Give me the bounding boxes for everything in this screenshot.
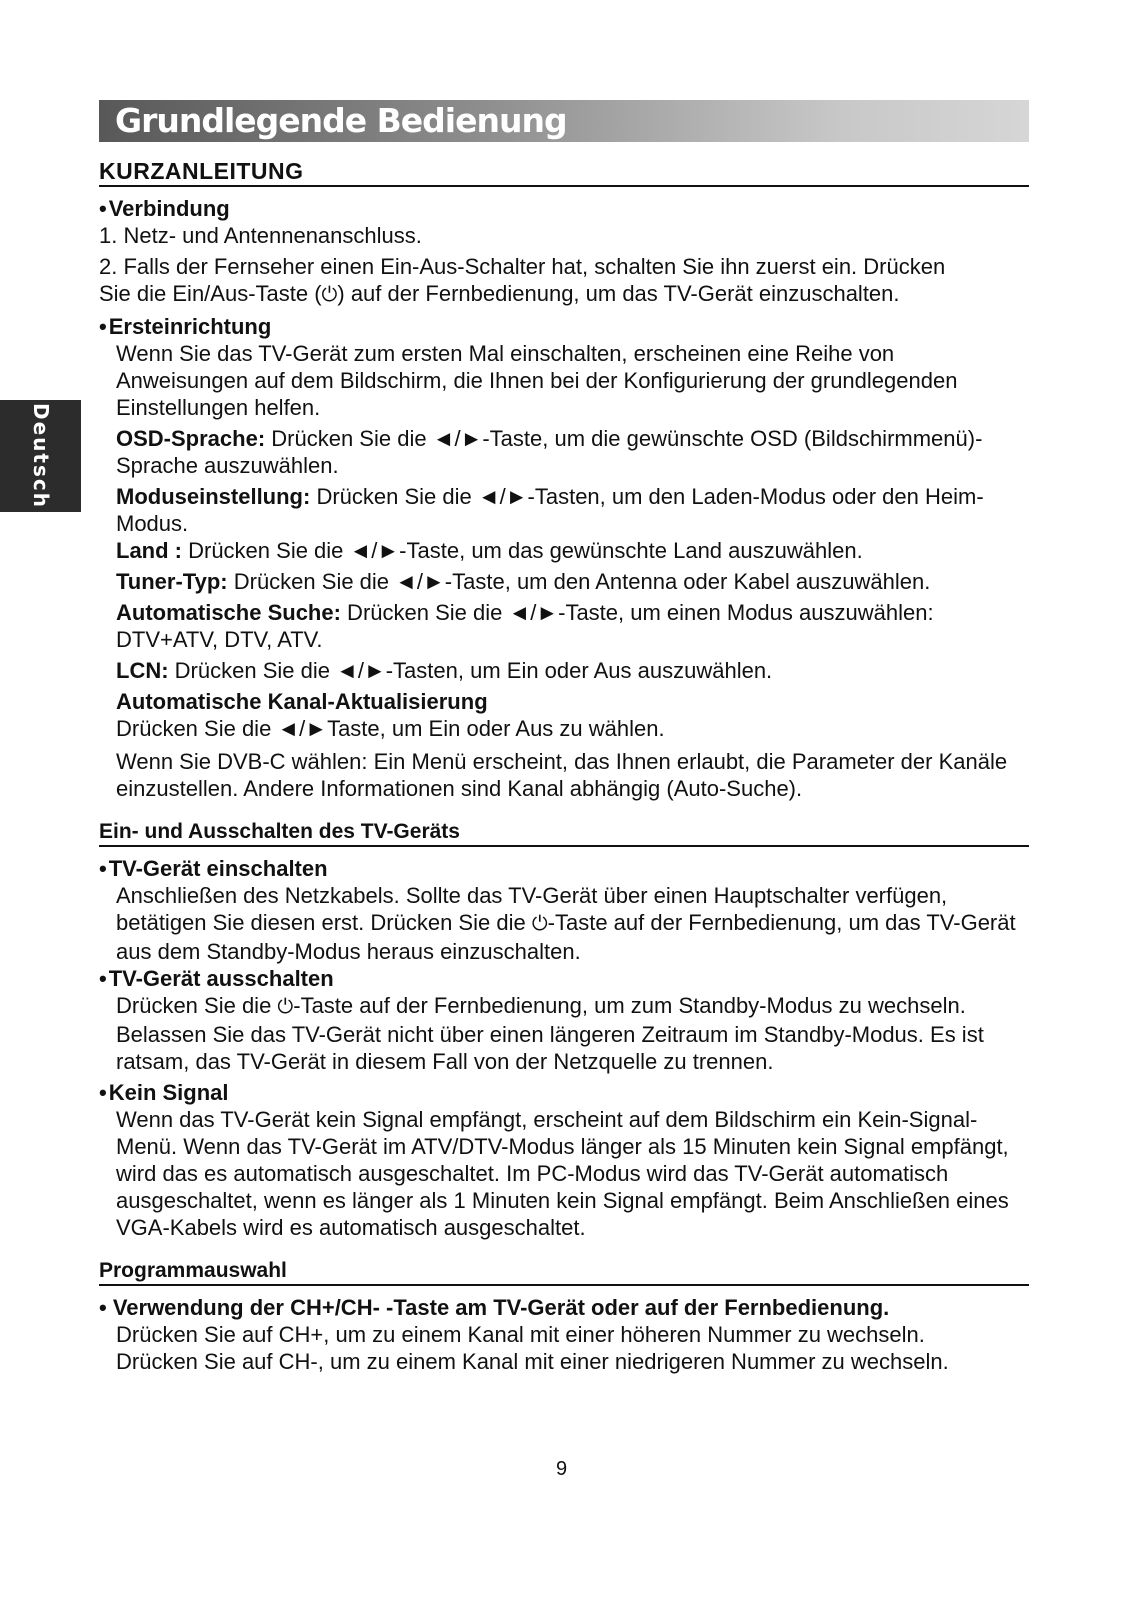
setting-text: Drücken Sie die ◄/►-Taste, um das gewünschte Land auszuwählen. bbox=[182, 538, 863, 563]
kein-signal-text: Wenn das TV-Gerät kein Signal empfängt, erscheint auf dem Bildschirm ein Kein-Signal-Menü. Wenn das TV-Gerät im ATV/DTV-Modus länger als 15 Minuten kein Signal empfängt, wird das es automatisch ausgeschaltet. Im PC-Modus wird das TV-Gerät automatisch ausgeschaltet, wenn es länger als 1 Minuten kein Signal empfängt. Beim Anschließen eines VGA-Kabels wird es automatisch ausgeschaltet. bbox=[116, 1107, 1009, 1240]
programm-bullet: • Verwendung der CH+/CH- -Taste am TV-Gerät oder auf der Fernbedienung. bbox=[99, 1295, 890, 1320]
subheading-einschalten: • TV-Gerät einschalten bbox=[99, 855, 1029, 882]
chapter-banner bbox=[99, 100, 1029, 142]
auto-update-title: Automatische Kanal-Aktualisierung bbox=[116, 689, 488, 714]
page-number: 9 bbox=[555, 1458, 568, 1480]
setting-label: LCN: bbox=[116, 658, 169, 683]
language-tab bbox=[0, 400, 81, 512]
language-tab-label: Deutsch bbox=[29, 403, 53, 509]
chapter-title: Grundlegende Bedienung bbox=[115, 101, 567, 140]
setting-text: Drücken Sie die ◄/►-Tasten, um Ein oder Aus auszuwählen. bbox=[168, 658, 773, 683]
setting-moduseinstellung bbox=[116, 483, 1029, 537]
einschalten-text bbox=[99, 882, 1029, 965]
section-heading-programmauswahl: Programmauswahl bbox=[99, 1257, 1029, 1286]
ersteinrichtung-block bbox=[99, 340, 1029, 802]
subheading-verbindung: • Verbindung bbox=[99, 195, 1029, 222]
subheading-ersteinrichtung: • Ersteinrichtung bbox=[99, 313, 1029, 340]
verbindung-step-2 bbox=[99, 253, 1029, 309]
power-icon: ⏻ bbox=[277, 996, 294, 1018]
section-heading-kurzanleitung: KURZANLEITUNG bbox=[99, 158, 1029, 187]
setting-label: Land : bbox=[116, 538, 182, 563]
setting-land bbox=[116, 537, 1029, 564]
verbindung-step-2-post: ) auf der Fernbedienung, um das TV-Gerät einzuschalten. bbox=[337, 281, 900, 306]
ausschalten-text bbox=[99, 992, 1029, 1075]
setting-tuner-typ bbox=[116, 568, 1029, 595]
verbindung-step-1: 1. Netz- und Antennenanschluss. bbox=[99, 223, 422, 248]
einschalten-text-pre: Anschließen des Netzkabels. Sollte das TV-Gerät über einen Hauptschalter verfügen, betätigen Sie diesen erst. Drücken Sie die bbox=[116, 883, 948, 935]
setting-label: Automatische Suche: bbox=[116, 600, 341, 625]
section-heading-einaus: Ein- und Ausschalten des TV-Geräts bbox=[99, 818, 1029, 847]
setting-label: Moduseinstellung: bbox=[116, 484, 311, 509]
subheading-ausschalten: • TV-Gerät ausschalten bbox=[99, 965, 1029, 992]
power-icon: ⏻ bbox=[321, 284, 338, 306]
verbindung-step-2-pre: Sie die Ein/Aus-Taste ( bbox=[99, 281, 322, 306]
programm-line-2: Drücken Sie auf CH-, um zu einem Kanal mit einer niedrigeren Nummer zu wechseln. bbox=[116, 1349, 949, 1374]
programm-line-1: Drücken Sie auf CH+, um zu einem Kanal mit einer höheren Nummer zu wechseln. bbox=[116, 1322, 925, 1347]
ausschalten-text-post: -Taste auf der Fernbedienung, um zum Standby-Modus zu wechseln. Belassen Sie das TV-Gerät nicht über einen längeren Zeitraum im Standby-Modus. Es ist ratsam, das TV-Gerät in diesem Fall von der Netzquelle zu trennen. bbox=[116, 993, 984, 1074]
ausschalten-text-pre: Drücken Sie die bbox=[116, 993, 278, 1018]
setting-text: Drücken Sie die ◄/►-Taste, um den Antenna oder Kabel auszuwählen. bbox=[227, 569, 931, 594]
power-icon: ⏻ bbox=[531, 913, 548, 935]
page-content bbox=[99, 100, 1029, 1375]
setting-label: OSD-Sprache: bbox=[116, 426, 266, 451]
verbindung-step-2-line-a: 2. Falls der Fernseher einen Ein-Aus-Schalter hat, schalten Sie ihn zuerst ein. Drücken bbox=[99, 254, 946, 279]
setting-osd-sprache bbox=[116, 425, 1029, 479]
auto-update-text: Drücken Sie die ◄/►Taste, um Ein oder Aus zu wählen. bbox=[116, 716, 665, 741]
einschalten-text-post: -Taste auf der Fernbedienung, um das TV-Gerät aus dem Standby-Modus heraus einzuschalten. bbox=[116, 910, 1016, 964]
ersteinrichtung-intro: Wenn Sie das TV-Gerät zum ersten Mal einschalten, erscheinen eine Reihe von Anweisungen auf dem Bildschirm, die Ihnen bei der Konfigurierung der grundlegenden Einstellungen helfen. bbox=[116, 341, 958, 420]
setting-text: Drücken Sie die ◄/►-Tasten, um den Laden-Modus oder den Heim-Modus. bbox=[116, 484, 984, 536]
setting-automatische-suche bbox=[116, 599, 1029, 653]
setting-label: Tuner-Typ: bbox=[116, 569, 228, 594]
subheading-kein-signal: • Kein Signal bbox=[99, 1079, 1029, 1106]
setting-lcn bbox=[116, 657, 1029, 684]
setting-text: Drücken Sie die ◄/►-Taste, um einen Modus auszuwählen: DTV+ATV, DTV, ATV. bbox=[116, 600, 934, 652]
dvbc-text: Wenn Sie DVB-C wählen: Ein Menü erscheint, das Ihnen erlaubt, die Parameter der Kanäle einzustellen. Andere Informationen sind Kanal abhängig (Auto-Suche). bbox=[116, 749, 1008, 801]
setting-text: Drücken Sie die ◄/►-Taste, um die gewünschte OSD (Bildschirmmenü)-Sprache auszuwählen. bbox=[116, 426, 983, 478]
